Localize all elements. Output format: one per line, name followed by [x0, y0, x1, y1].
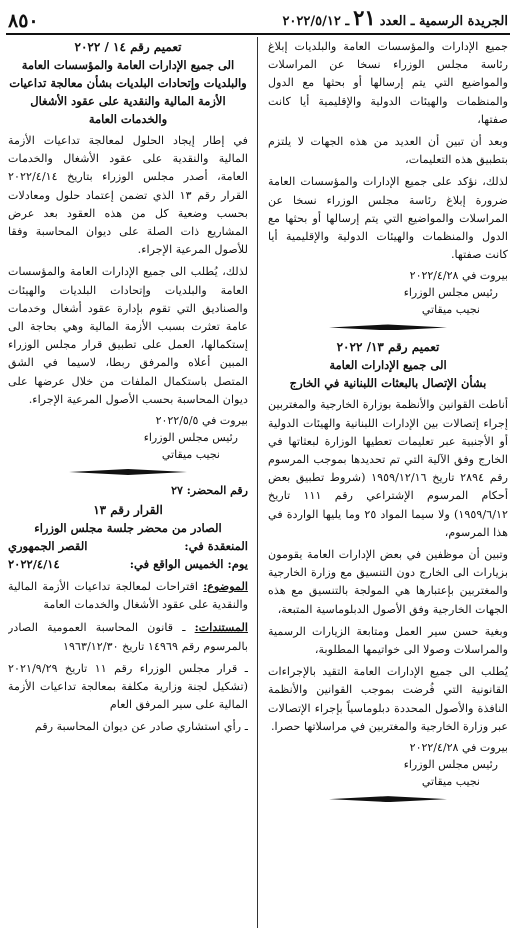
divider-ornament [329, 796, 447, 802]
divider-ornament [329, 324, 447, 330]
decision-13-title: القرار رقم ١٣ [93, 503, 163, 518]
documents-label: المستندات: [194, 620, 248, 635]
subject-label: الموضوع: [203, 579, 248, 594]
held-at-row [8, 537, 248, 555]
subject-paragraph [8, 577, 248, 614]
signature-title: رئيس مجلس الوزراء [403, 286, 498, 300]
held-at-label: المنعقدة في: [184, 539, 248, 554]
documents-paragraph [8, 618, 248, 655]
paragraph: يُطلب الى جميع الإدارات العامة التقيد بالإجراءات القانونية التي فُرضت بموجب القوانين والأنظمة النافذة والأصول المحددة دبلوماسياً بإجراء الإتصالات عبر وزارة الخارجية والمغتربين في مراسلاتها حصرا. [268, 665, 508, 733]
circular-13-subject: بشأن الإتصال بالبعثات اللبنانية في الخارج [289, 376, 487, 391]
signature-block [8, 412, 248, 463]
paragraph: في إطار إيجاد الحلول لمعالجة تداعيات الأزمة المالية والنقدية على عقود الأشغال والخدمات العامة، أصدر مجلس الوزراء بتاريخ ٢٠٢٢/٤/١٤ القرار رقم ١٣ الذي تضمن إعتماد حلول ومعادلات بحسب وضعية كل من هذه العقود بعد عرض المشاريع ذات الصلة على ديوان المحاسبة وفقا للأصول المرعية الإجراء. [8, 134, 248, 257]
page-header [8, 6, 508, 32]
session-day-label: يوم: الخميس الواقع في: [129, 557, 248, 572]
paragraph: ـ رأي استشاري صادر عن ديوان المحاسبة رقم [34, 720, 248, 734]
circular-14-title: تعميم رقم ١٤ / ٢٠٢٢ [74, 40, 182, 54]
signature-name: نجيب ميقاتي [421, 303, 480, 317]
decision-13-source: الصادر من محضر جلسة مجلس الوزراء [34, 521, 222, 536]
paragraph: أناطت القوانين والأنظمة بوزارة الخارجية والمغتربين إجراء إتصالات بين الإدارات اللبنانية والهيئات الدولية أو الأجنبية عبر تعليمات تعطيها الوزارة لبعثاتها في الخارج وفق الآلية التي تم تحديدها بموجب المرسوم رقم ٢٨٩٤ تاريخ ١٩٥٩/١٢/١٦ (شروط تطبيق بعض أحكام المرسوم الإشتراعي رقم ١١١ تاريخ ١٩٥٩/٦/١٢) ولا سيما المواد ٢٥ وما يليها الواردة في هذا المرسوم، [268, 398, 508, 539]
signature-place-date: بيروت في ٢٠٢٢/٥/٥ [155, 414, 248, 428]
divider-ornament [69, 469, 187, 475]
paragraph: وتبين أن موظفين في بعض الإدارات العامة يقومون بزيارات الى الخارج دون التنسيق مع وزارة الخارجية والمغتربين بإعتبارها هي المولجة بالتنسيق مع هذه الجهات الخارجية وفق الأصول الدبلوماسية المتبعة، [268, 548, 508, 616]
section-divider [8, 469, 248, 475]
signature-place-date: بيروت في ٢٠٢٢/٤/٢٨ [409, 741, 508, 755]
documents-text: ـ قانون المحاسبة العمومية الصادر بالمرسوم رقم ١٤٩٦٩ تاريخ ١٩٦٣/١٢/٣٠ [8, 621, 248, 653]
signature-title: رئيس مجلس الوزراء [403, 758, 498, 772]
held-at-place: القصر الجمهوري [8, 539, 88, 554]
signature-block [268, 267, 508, 318]
session-date: ٢٠٢٢/٤/١٤ [8, 557, 60, 572]
paragraph: وبغية حسن سير العمل ومتابعة الزيارات الرسمية والمراسلات وصولا الى خواتيمها المطلوبة، [268, 624, 508, 657]
paragraph: لذلك، يُطلب الى جميع الإدارات العامة والمؤسسات العامة والبلديات وإتحادات البلديات والهيئات والصناديق التي تقوم بإدارة عقود أشغال وخدمات عامة تعثرت بسبب الأزمة المالية وهي بحاجة الى إستكمالها، العمل على تطبيق قرار مجلس الوزراء المبين أعلاه والمرفق ربطا، لاسيما في الشق المتصل باستكمال الملفات من خلال عرضها على ديوان المحاسبة بحسب الأصول المرعية الإجراء. [8, 265, 248, 406]
right-column [268, 38, 508, 928]
page-number: ٨٥٠ [8, 10, 39, 32]
circular-13-title: تعميم رقم ١٣/ ٢٠٢٢ [336, 340, 440, 355]
session-day-row [8, 555, 248, 573]
header-rule [6, 33, 510, 35]
left-column [8, 38, 248, 928]
signature-title: رئيس مجلس الوزراء [143, 431, 238, 445]
minutes-number: رقم المحضر: ٢٧ [171, 484, 248, 498]
paragraph: جميع الإدارات والمؤسسات العامة والبلديات إبلاغ رئاسة مجلس الوزراء نسخا عن المراسلات والمواضيع التي يتم إرسالها أو بحثها مع الدول والمنظمات والهيئات الدولية والإقليمية أيا كانت صفتها، [268, 40, 508, 126]
section-divider [268, 796, 508, 802]
signature-block [268, 739, 508, 790]
circular-14-subject: الى جميع الإدارات العامة والمؤسسات العامة والبلديات وإتحادات البلديات بشأن معالجة تداعيات الأزمة المالية والنقدية على عقود الأشغال والخدمات العامة [9, 58, 247, 126]
paragraph: لذلك، نؤكد على جميع الإدارات والمؤسسات العامة ضرورة إبلاغ رئاسة مجلس الوزراء نسخا عن المراسلات والمواضيع التي يتم إرسالها أو بحثها مع الدول والمنظمات والهيئات الدولية والإقليمية أيا كانت صفتها. [268, 175, 508, 262]
signature-place-date: بيروت في ٢٠٢٢/٤/٢٨ [409, 269, 508, 283]
signature-name: نجيب ميقاتي [161, 448, 220, 462]
paragraph: وبعد أن تبين أن العديد من هذه الجهات لا يلتزم بتطبيق هذه التعليمات، [268, 135, 508, 167]
signature-name: نجيب ميقاتي [421, 775, 480, 789]
issue-number: ٢١ [353, 5, 376, 30]
journal-name: الجريدة الرسمية ـ العدد [379, 14, 508, 29]
circular-13-addressee: الى جميع الإدارات العامة [329, 358, 447, 373]
journal-issue-line [282, 5, 508, 32]
subject-text: اقتراحات لمعالجة تداعيات الأزمة المالية والنقدية على عقود الأشغال والخدمات العامة [8, 580, 248, 612]
issue-date: ـ ٢٠٢٢/٥/١٢ [282, 14, 350, 29]
column-rule [257, 37, 258, 928]
paragraph: ـ قرار مجلس الوزراء رقم ١١ تاريخ ٢٠٢١/٩/٢٩ (تشكيل لجنة وزارية مكلفة بمعالجة تداعيات الأزمة المالية على سير المرفق العام [8, 661, 248, 712]
section-divider [268, 324, 508, 330]
